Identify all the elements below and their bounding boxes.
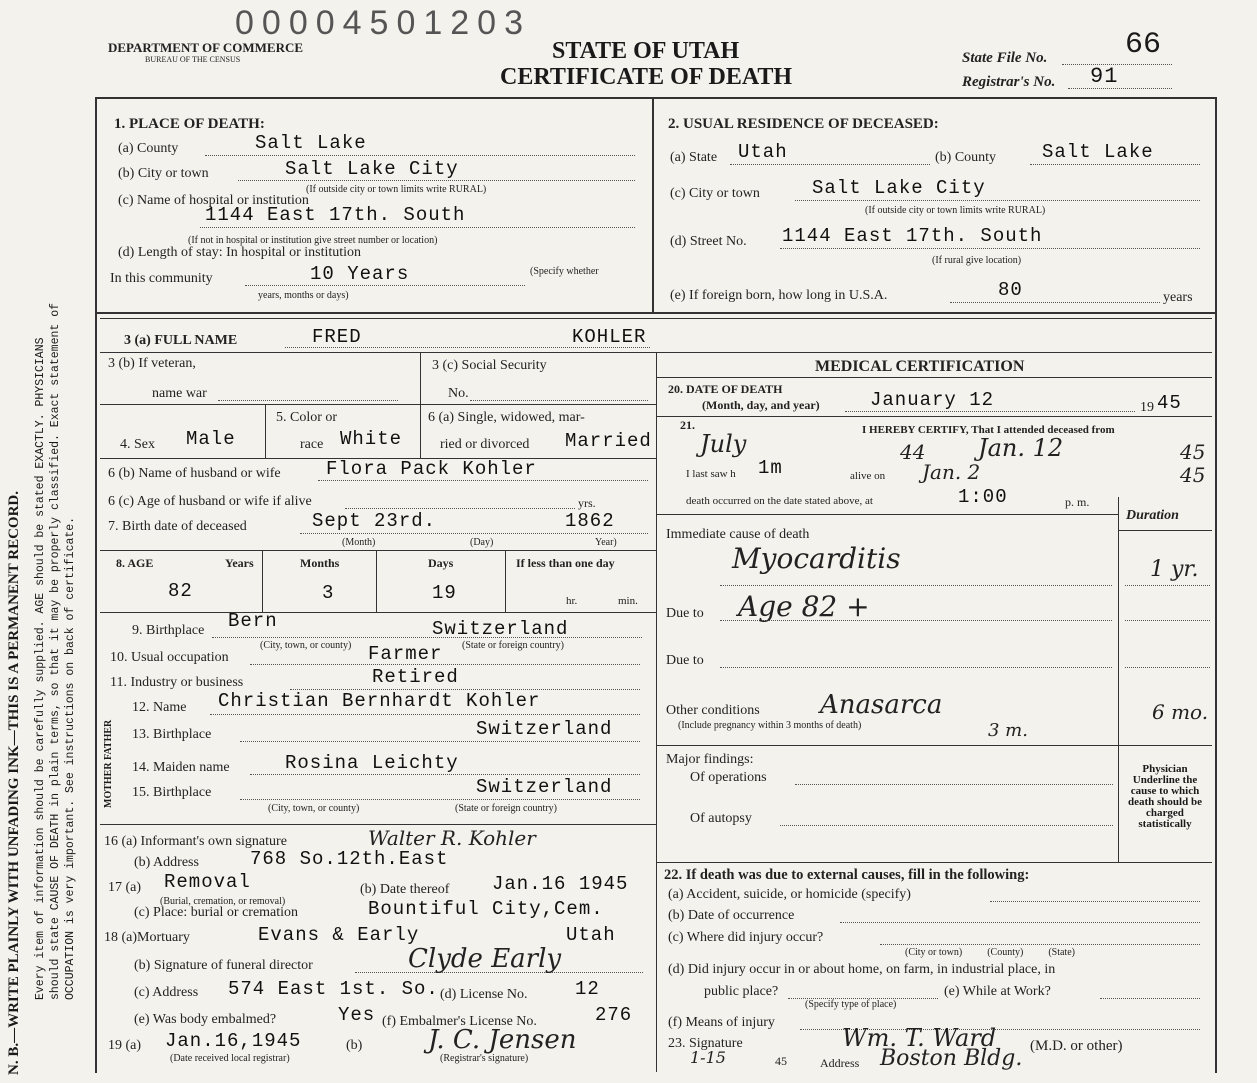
birthplace-city-caption: (City, town, or county) xyxy=(260,640,352,651)
due-to-1: Age 82 + xyxy=(738,590,870,623)
residence-city: Salt Lake City xyxy=(812,177,986,199)
industry: Retired xyxy=(372,666,459,688)
public-place-label: public place? xyxy=(704,984,779,999)
am-pm: p. m. xyxy=(1065,495,1090,509)
physician-sig-label: 23. Signature xyxy=(668,1036,743,1051)
death-year: 45 xyxy=(1157,392,1182,414)
serial-number: 00004501203 xyxy=(235,4,532,42)
age-less-header: If less than one day xyxy=(516,556,615,570)
spouse-age-label: 6 (c) Age of husband or wife if alive xyxy=(108,494,312,509)
other-conditions-label: Other conditions xyxy=(666,703,760,718)
last-name: KOHLER xyxy=(572,326,647,348)
physician-signature: Wm. T. Ward xyxy=(842,1024,997,1052)
disposition-label: 17 (a) xyxy=(108,880,142,895)
state-title: STATE OF UTAH xyxy=(552,38,740,64)
father-birthplace: Switzerland xyxy=(476,718,613,740)
due-to-label-1: Due to xyxy=(666,606,704,621)
funeral-director-label: (b) Signature of funeral director xyxy=(134,958,313,973)
death-date: January 12 xyxy=(870,389,995,411)
registrar-date-caption: (Date received local registrar) xyxy=(170,1053,290,1064)
residence-county-label: (b) County xyxy=(935,150,997,165)
spouse-label: 6 (b) Name of husband or wife xyxy=(108,466,281,481)
disposition-caption: (Burial, cremation, or removal) xyxy=(160,896,286,907)
while-at-work-label: (e) While at Work? xyxy=(944,984,1051,999)
marital-label: 6 (a) Single, widowed, mar- xyxy=(428,410,585,425)
means-injury-label: (f) Means of injury xyxy=(668,1015,775,1030)
veteran-label: 3 (b) If veteran, xyxy=(108,356,196,371)
mother-name-label: 14. Maiden name xyxy=(132,760,230,775)
informant-sig-label: 16 (a) Informant's own signature xyxy=(104,834,287,849)
birth-month-day: Sept 23rd. xyxy=(312,510,437,532)
birth-date-label: 7. Birth date of deceased xyxy=(108,519,247,534)
residence-city-note: (If outside city or town limits write RURAL) xyxy=(865,205,1046,216)
residence-street: 1144 East 17th. South xyxy=(782,225,1043,247)
embalmed-label: (e) Was body embalmed? xyxy=(134,1012,277,1027)
mother-city-caption: (City, town, or county) xyxy=(268,803,360,814)
funeral-director-signature: Clyde Early xyxy=(408,944,562,974)
mortuary: Evans & Early xyxy=(258,924,420,946)
industry-label: 11. Industry or business xyxy=(110,675,244,690)
community-length: 10 Years xyxy=(310,263,410,285)
death-county: Salt Lake xyxy=(255,132,367,154)
where-injury-caption: (City or town) (County) (State) xyxy=(905,947,1075,958)
residence-heading: 2. USUAL RESIDENCE OF DECEASED: xyxy=(668,116,939,132)
registrar-sig-label: (b) xyxy=(346,1038,363,1053)
margin-instructions-line4: OCCUPATION is very important. See instructions on back of certificate. xyxy=(64,516,77,1000)
other-conditions: Anasarca xyxy=(820,690,943,720)
accident-label: (a) Accident, suicide, or homicide (specify) xyxy=(668,887,911,902)
father-name-label: 12. Name xyxy=(132,700,187,715)
disposition: Removal xyxy=(164,871,251,893)
birthplace-label: 9. Birthplace xyxy=(132,623,205,638)
specify-note2: years, months or days) xyxy=(258,290,349,301)
physician-address-label: Address xyxy=(820,1056,860,1070)
city-label: (b) City or town xyxy=(118,166,209,181)
other-duration: 6 mo. xyxy=(1152,700,1209,724)
margin-instructions-main: N. B.—WRITE PLAINLY WITH UNFADING INK—THIS IS A PERMANENT RECORD. xyxy=(6,491,22,1075)
mortuary-label: 18 (a)Mortuary xyxy=(104,930,190,945)
mother-state-caption: (State or foreign country) xyxy=(455,803,557,814)
residence-state-label: (a) State xyxy=(670,150,718,165)
mortuary-address: 574 East 1st. So. xyxy=(228,978,439,1000)
year-caption: Year) xyxy=(595,537,617,548)
hospital-note: (If not in hospital or institution give street number or location) xyxy=(188,235,438,246)
mortuary-address-label: (c) Address xyxy=(134,985,199,1000)
foreign-years: 80 xyxy=(998,279,1023,301)
age-days: 19 xyxy=(432,582,457,604)
birthplace-country: Switzerland xyxy=(432,618,569,640)
autopsy-label: Of autopsy xyxy=(690,811,752,826)
father-birthplace-label: 13. Birthplace xyxy=(132,727,212,742)
embalmer-license-label: (f) Embalmer's License No. xyxy=(382,1014,537,1029)
first-name: FRED xyxy=(312,326,362,348)
physician-underline-note: Physician Underline the cause to which death should be charged statistically xyxy=(1128,763,1202,830)
alive-on-label: alive on xyxy=(850,470,886,482)
duration-header: Duration xyxy=(1126,508,1179,523)
burial-place: Bountiful City,Cem. xyxy=(368,898,604,920)
alive-date: Jan. 2 xyxy=(922,460,981,484)
informant-signature: Walter R. Kohler xyxy=(368,826,536,850)
mother-name: Rosina Leichty xyxy=(285,752,459,774)
other-conditions-note: (Include pregnancy within 3 months of death) xyxy=(678,720,862,731)
war-label: name war xyxy=(152,386,207,401)
birth-year: 1862 xyxy=(565,510,615,532)
disposition-date-label: (b) Date thereof xyxy=(360,882,450,897)
immediate-cause: Myocarditis xyxy=(732,542,901,575)
parents-side-label: MOTHER FATHER xyxy=(103,719,114,808)
physician-sig-date: 1-15 xyxy=(690,1048,726,1067)
age-years-header: Years xyxy=(225,556,254,570)
department-title: DEPARTMENT OF COMMERCE xyxy=(108,40,304,55)
ss-label: 3 (c) Social Security xyxy=(432,358,547,373)
hospital-label: (c) Name of hospital or institution xyxy=(118,193,309,208)
registrar-date-label: 19 (a) xyxy=(108,1038,142,1053)
age-months: 3 xyxy=(322,582,335,604)
residence-state: Utah xyxy=(738,141,788,163)
death-year-prefix: 19 xyxy=(1140,400,1154,415)
residence-street-label: (d) Street No. xyxy=(670,234,747,249)
immediate-cause-label: Immediate cause of death xyxy=(666,527,810,542)
spouse-name: Flora Pack Kohler xyxy=(326,458,537,480)
margin-instructions-line3: should state CAUSE OF DEATH in plain terms, so that it may be properly classified. Exact statement of xyxy=(49,302,62,1000)
occurred-label: death occurred on the date stated above, at xyxy=(686,495,873,507)
burial-place-label: (c) Place: burial or cremation xyxy=(134,905,299,920)
immediate-duration: 1 yr. xyxy=(1150,557,1199,582)
registrar-number: 91 xyxy=(1090,64,1119,89)
age-years: 82 xyxy=(168,580,193,602)
birthplace-city: Bern xyxy=(228,610,278,632)
color-label: 5. Color or xyxy=(276,410,338,425)
registrar-sig-caption: (Registrar's signature) xyxy=(440,1053,529,1064)
sex: Male xyxy=(186,428,236,450)
death-hospital: 1144 East 17th. South xyxy=(205,204,466,226)
embalmer-license: 276 xyxy=(595,1004,633,1026)
specify-note: (Specify whether xyxy=(530,266,599,277)
due-to-label-2: Due to xyxy=(666,653,704,668)
informant-address-label: (b) Address xyxy=(134,855,199,870)
hours-unit: hr. xyxy=(566,595,578,607)
minutes-unit: min. xyxy=(618,595,638,607)
ss-no-label: No. xyxy=(448,386,469,401)
death-date-label: 20. DATE OF DEATH xyxy=(668,382,783,396)
age-months-header: Months xyxy=(300,556,340,570)
attended-from-year: 44 xyxy=(900,440,926,464)
margin-instructions-line2: Every item of information should be carefully supplied. AGE should be stated EXACTLY. PHYSICIANS xyxy=(34,337,47,1000)
death-city: Salt Lake City xyxy=(285,158,459,180)
mother-birthplace-label: 15. Birthplace xyxy=(132,785,212,800)
certify-number: 21. xyxy=(680,418,695,432)
day-caption: (Day) xyxy=(470,537,494,548)
state-file-number: 66 xyxy=(1125,28,1162,62)
foreign-born-label: (e) If foreign born, how long in U.S.A. xyxy=(670,288,888,303)
death-date-caption: (Month, day, and year) xyxy=(702,398,820,412)
alive-year: 45 xyxy=(1180,463,1206,487)
registrar-number-label: Registrar's No. xyxy=(962,74,1056,90)
age-label: 8. AGE xyxy=(116,556,154,570)
last-saw-label: I last saw h xyxy=(686,468,736,480)
medical-heading: MEDICAL CERTIFICATION xyxy=(815,358,1025,375)
attended-to-year: 45 xyxy=(1180,440,1206,464)
disposition-date: Jan.16 1945 xyxy=(492,873,629,895)
marital-label2: ried or divorced xyxy=(440,437,530,452)
residence-city-label: (c) City or town xyxy=(670,186,760,201)
age-days-header: Days xyxy=(428,556,454,570)
county-label: (a) County xyxy=(118,141,179,156)
where-injury-label: (c) Where did injury occur? xyxy=(668,930,824,945)
mother-birthplace: Switzerland xyxy=(476,776,613,798)
certificate-title: CERTIFICATE OF DEATH xyxy=(500,64,793,90)
occurrence-label: (b) Date of occurrence xyxy=(668,908,795,923)
public-place-caption: (Specify type of place) xyxy=(805,999,897,1010)
operations-label: Of operations xyxy=(690,770,767,785)
place-of-death-heading: 1. PLACE OF DEATH: xyxy=(114,116,265,132)
community-label: In this community xyxy=(110,271,213,286)
physician-sig-year: 45 xyxy=(775,1054,787,1068)
father-name: Christian Bernhardt Kohler xyxy=(218,690,541,712)
occupation-label: 10. Usual occupation xyxy=(110,650,229,665)
full-name-label: 3 (a) FULL NAME xyxy=(124,333,238,348)
license-number: 12 xyxy=(575,978,600,1000)
embalmed: Yes xyxy=(338,1004,376,1026)
md-or-other: (M.D. or other) xyxy=(1030,1038,1123,1054)
foreign-years-unit: years xyxy=(1163,290,1193,305)
sex-label: 4. Sex xyxy=(120,437,155,452)
last-saw: 1m xyxy=(758,457,783,479)
home-farm-label: (d) Did injury occur in or about home, on farm, in industrial place, in xyxy=(668,962,1056,977)
attended-to: Jan. 12 xyxy=(978,434,1064,462)
mortuary-state: Utah xyxy=(566,924,616,946)
occupation: Farmer xyxy=(368,643,443,665)
birthplace-state-caption: (State or foreign country) xyxy=(462,640,564,651)
other-conditions-duration-note: 3 m. xyxy=(988,720,1028,741)
certify-text: I HEREBY CERTIFY, That I attended deceased from xyxy=(862,424,1115,436)
spouse-age-unit: yrs. xyxy=(578,496,596,510)
residence-street-note: (If rural give location) xyxy=(932,255,1022,266)
bureau-title: BUREAU OF THE CENSUS xyxy=(145,55,241,64)
race-label: race xyxy=(300,437,324,452)
death-time: 1:00 xyxy=(958,486,1008,508)
residence-county: Salt Lake xyxy=(1042,141,1154,163)
physician-address: Boston Bldg. xyxy=(880,1046,1023,1071)
race: White xyxy=(340,428,403,450)
registrar-date: Jan.16,1945 xyxy=(165,1030,302,1052)
state-file-label: State File No. xyxy=(962,50,1048,66)
registrar-signature: J. C. Jensen xyxy=(428,1025,577,1055)
city-rural-note: (If outside city or town limits write RURAL) xyxy=(306,184,487,195)
license-label: (d) License No. xyxy=(440,987,528,1002)
external-causes-label: 22. If death was due to external causes, fill in the following: xyxy=(664,867,1030,883)
informant-address: 768 So.12th.East xyxy=(250,848,449,870)
month-caption: (Month) xyxy=(342,537,376,548)
major-findings-label: Major findings: xyxy=(666,752,754,767)
marital-status: Married xyxy=(565,430,652,452)
attended-from: July xyxy=(700,430,747,458)
stay-label: (d) Length of stay: In hospital or institution xyxy=(118,245,362,260)
